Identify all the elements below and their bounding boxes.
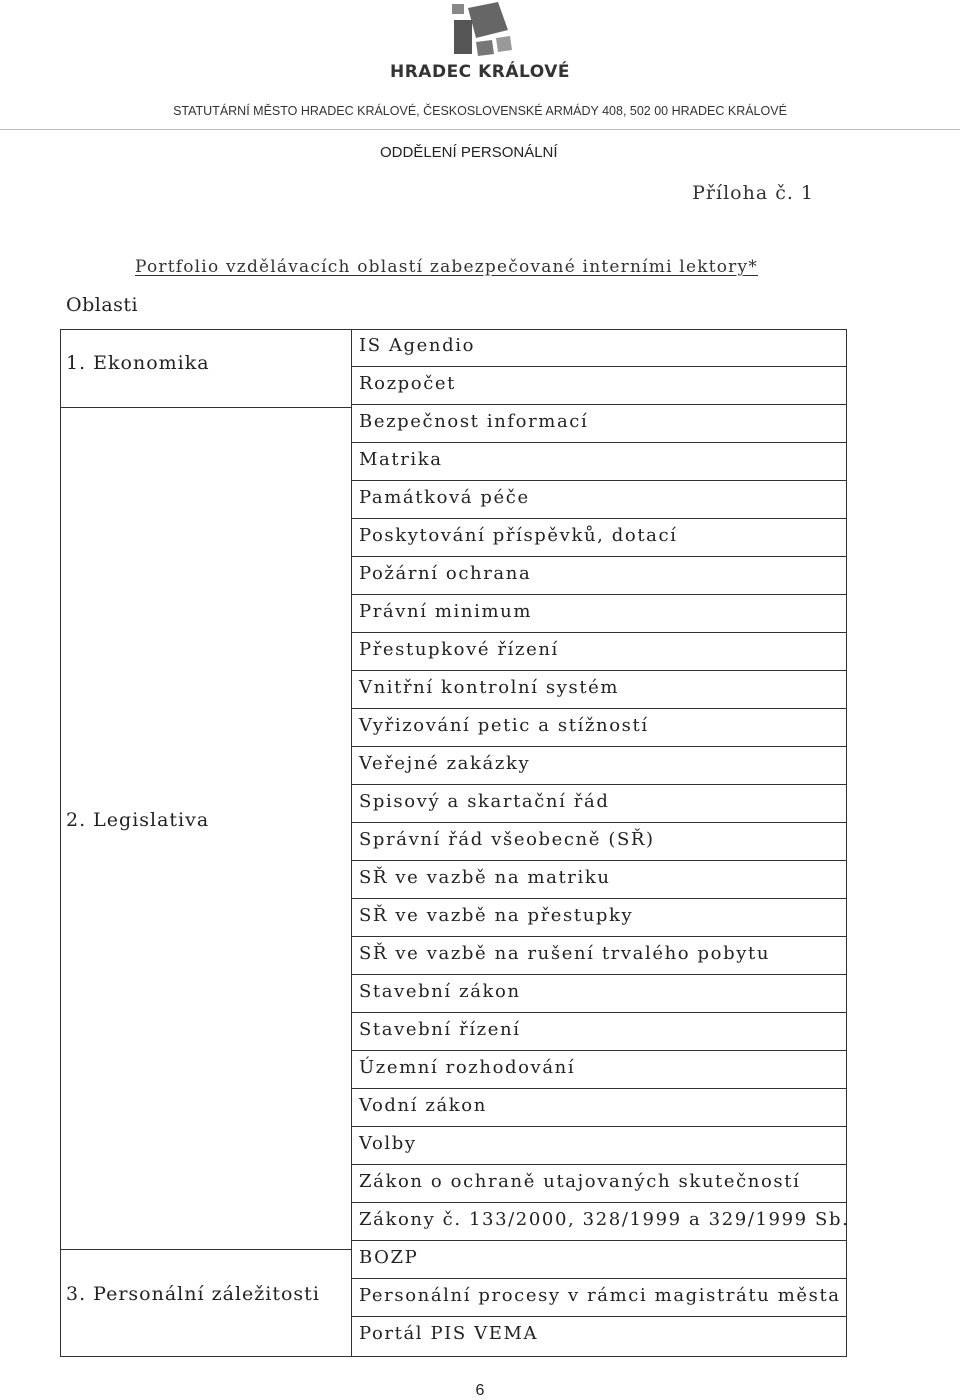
topic-item: Územní rozhodování bbox=[352, 1051, 847, 1089]
topic-item: Vyřizování petic a stížností bbox=[352, 709, 847, 747]
topic-item: Stavební zákon bbox=[352, 975, 847, 1013]
topic-item: Personální procesy v rámci magistrátu města bbox=[352, 1279, 847, 1317]
header-divider bbox=[0, 129, 960, 130]
page-number: 6 bbox=[475, 1382, 485, 1399]
topic-item: Památková péče bbox=[352, 481, 847, 519]
topic-item: IS Agendio bbox=[352, 329, 847, 367]
topic-item: Volby bbox=[352, 1127, 847, 1165]
topic-item: Matrika bbox=[352, 443, 847, 481]
topic-item: Přestupkové řízení bbox=[352, 633, 847, 671]
page-title: Portfolio vzdělávacích oblastí zabezpečované interními lektory* bbox=[135, 257, 759, 277]
areas-column-label: Oblasti bbox=[66, 294, 139, 316]
topic-item: Právní minimum bbox=[352, 595, 847, 633]
topic-item: Vodní zákon bbox=[352, 1089, 847, 1127]
topic-item: Stavební řízení bbox=[352, 1013, 847, 1051]
topic-item: SŘ ve vazbě na matriku bbox=[352, 861, 847, 899]
city-name: HRADEC KRÁLOVÉ bbox=[389, 62, 570, 82]
topic-item: Veřejné zakázky bbox=[352, 747, 847, 785]
annex-label: Příloha č. 1 bbox=[692, 182, 814, 204]
topic-item: Poskytování příspěvků, dotací bbox=[352, 519, 847, 557]
topic-item: Bezpečnost informací bbox=[352, 405, 847, 443]
topic-item: Zákony č. 133/2000, 328/1999 a 329/1999 Sb. bbox=[352, 1203, 847, 1241]
topic-item: Portál PIS VEMA bbox=[359, 1323, 539, 1344]
area-economics: 1. Ekonomika bbox=[66, 352, 210, 374]
topic-list bbox=[352, 329, 850, 1355]
city-address: STATUTÁRNÍ MĚSTO HRADEC KRÁLOVÉ, ČESKOSLOVENSKÉ ARMÁDY 408, 502 00 HRADEC KRÁLOVÉ bbox=[173, 104, 787, 118]
topic-item: Požární ochrana bbox=[352, 557, 847, 595]
topic-item: Rozpočet bbox=[352, 367, 847, 405]
area-personnel: 3. Personální záležitosti bbox=[66, 1283, 320, 1305]
city-logo-icon bbox=[450, 2, 514, 58]
topic-item: Správní řád všeobecně (SŘ) bbox=[352, 823, 847, 861]
topic-item: SŘ ve vazbě na rušení trvalého pobytu bbox=[352, 937, 847, 975]
area-legislation: 2. Legislativa bbox=[66, 809, 210, 831]
area-separator bbox=[60, 407, 352, 408]
department-name: ODDĚLENÍ PERSONÁLNÍ bbox=[380, 144, 558, 161]
topic-item: SŘ ve vazbě na přestupky bbox=[352, 899, 847, 937]
topic-item: Zákon o ochraně utajovaných skutečností bbox=[352, 1165, 847, 1203]
topic-item: BOZP bbox=[352, 1241, 847, 1279]
area-separator bbox=[60, 1249, 352, 1250]
topic-item: Spisový a skartační řád bbox=[352, 785, 847, 823]
topic-item: Vnitřní kontrolní systém bbox=[352, 671, 847, 709]
